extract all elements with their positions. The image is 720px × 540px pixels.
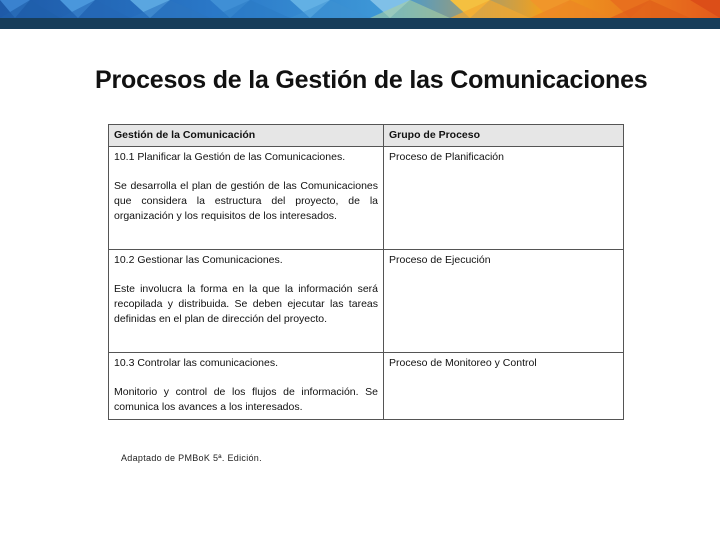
processes-table: [108, 124, 624, 420]
source-note: Adaptado de PMBoK 5ª. Edición.: [121, 453, 262, 463]
header-management: Gestión de la Comunicación: [109, 125, 384, 147]
header-process-group: Grupo de Proceso: [384, 125, 624, 147]
process-name: 10.1 Planificar la Gestión de las Comunicaciones.: [114, 151, 346, 163]
process-description: Este involucra la forma en la que la información será recopilada y distribuida. Se deben ejecutar las tareas definidas en el plan de dirección del proyecto.: [114, 283, 378, 325]
table-row: [109, 147, 624, 250]
page-title: Procesos de la Gestión de las Comunicaciones: [95, 66, 648, 94]
decorative-banner: [0, 0, 720, 18]
process-cell: [109, 353, 384, 420]
process-name: 10.2 Gestionar las Comunicaciones.: [114, 254, 283, 266]
process-cell: [109, 147, 384, 250]
banner-triangles-pattern: [0, 0, 720, 18]
banner-dark-stripe: [0, 18, 720, 29]
process-description: Se desarrolla el plan de gestión de las Comunicaciones que considera la estructura del proyecto, de la organización y los requisitos de los interesados.: [114, 180, 378, 222]
process-group-cell: Proceso de Monitoreo y Control: [384, 353, 624, 420]
process-name: 10.3 Controlar las comunicaciones.: [114, 357, 279, 369]
process-description: Monitorio y control de los flujos de información. Se comunica los avances a los interesados.: [114, 386, 378, 413]
process-cell: [109, 250, 384, 353]
table-row: [109, 353, 624, 420]
process-group-cell: Proceso de Ejecución: [384, 250, 624, 353]
table-header-row: [109, 125, 624, 147]
table-row: [109, 250, 624, 353]
process-group-cell: Proceso de Planificación: [384, 147, 624, 250]
